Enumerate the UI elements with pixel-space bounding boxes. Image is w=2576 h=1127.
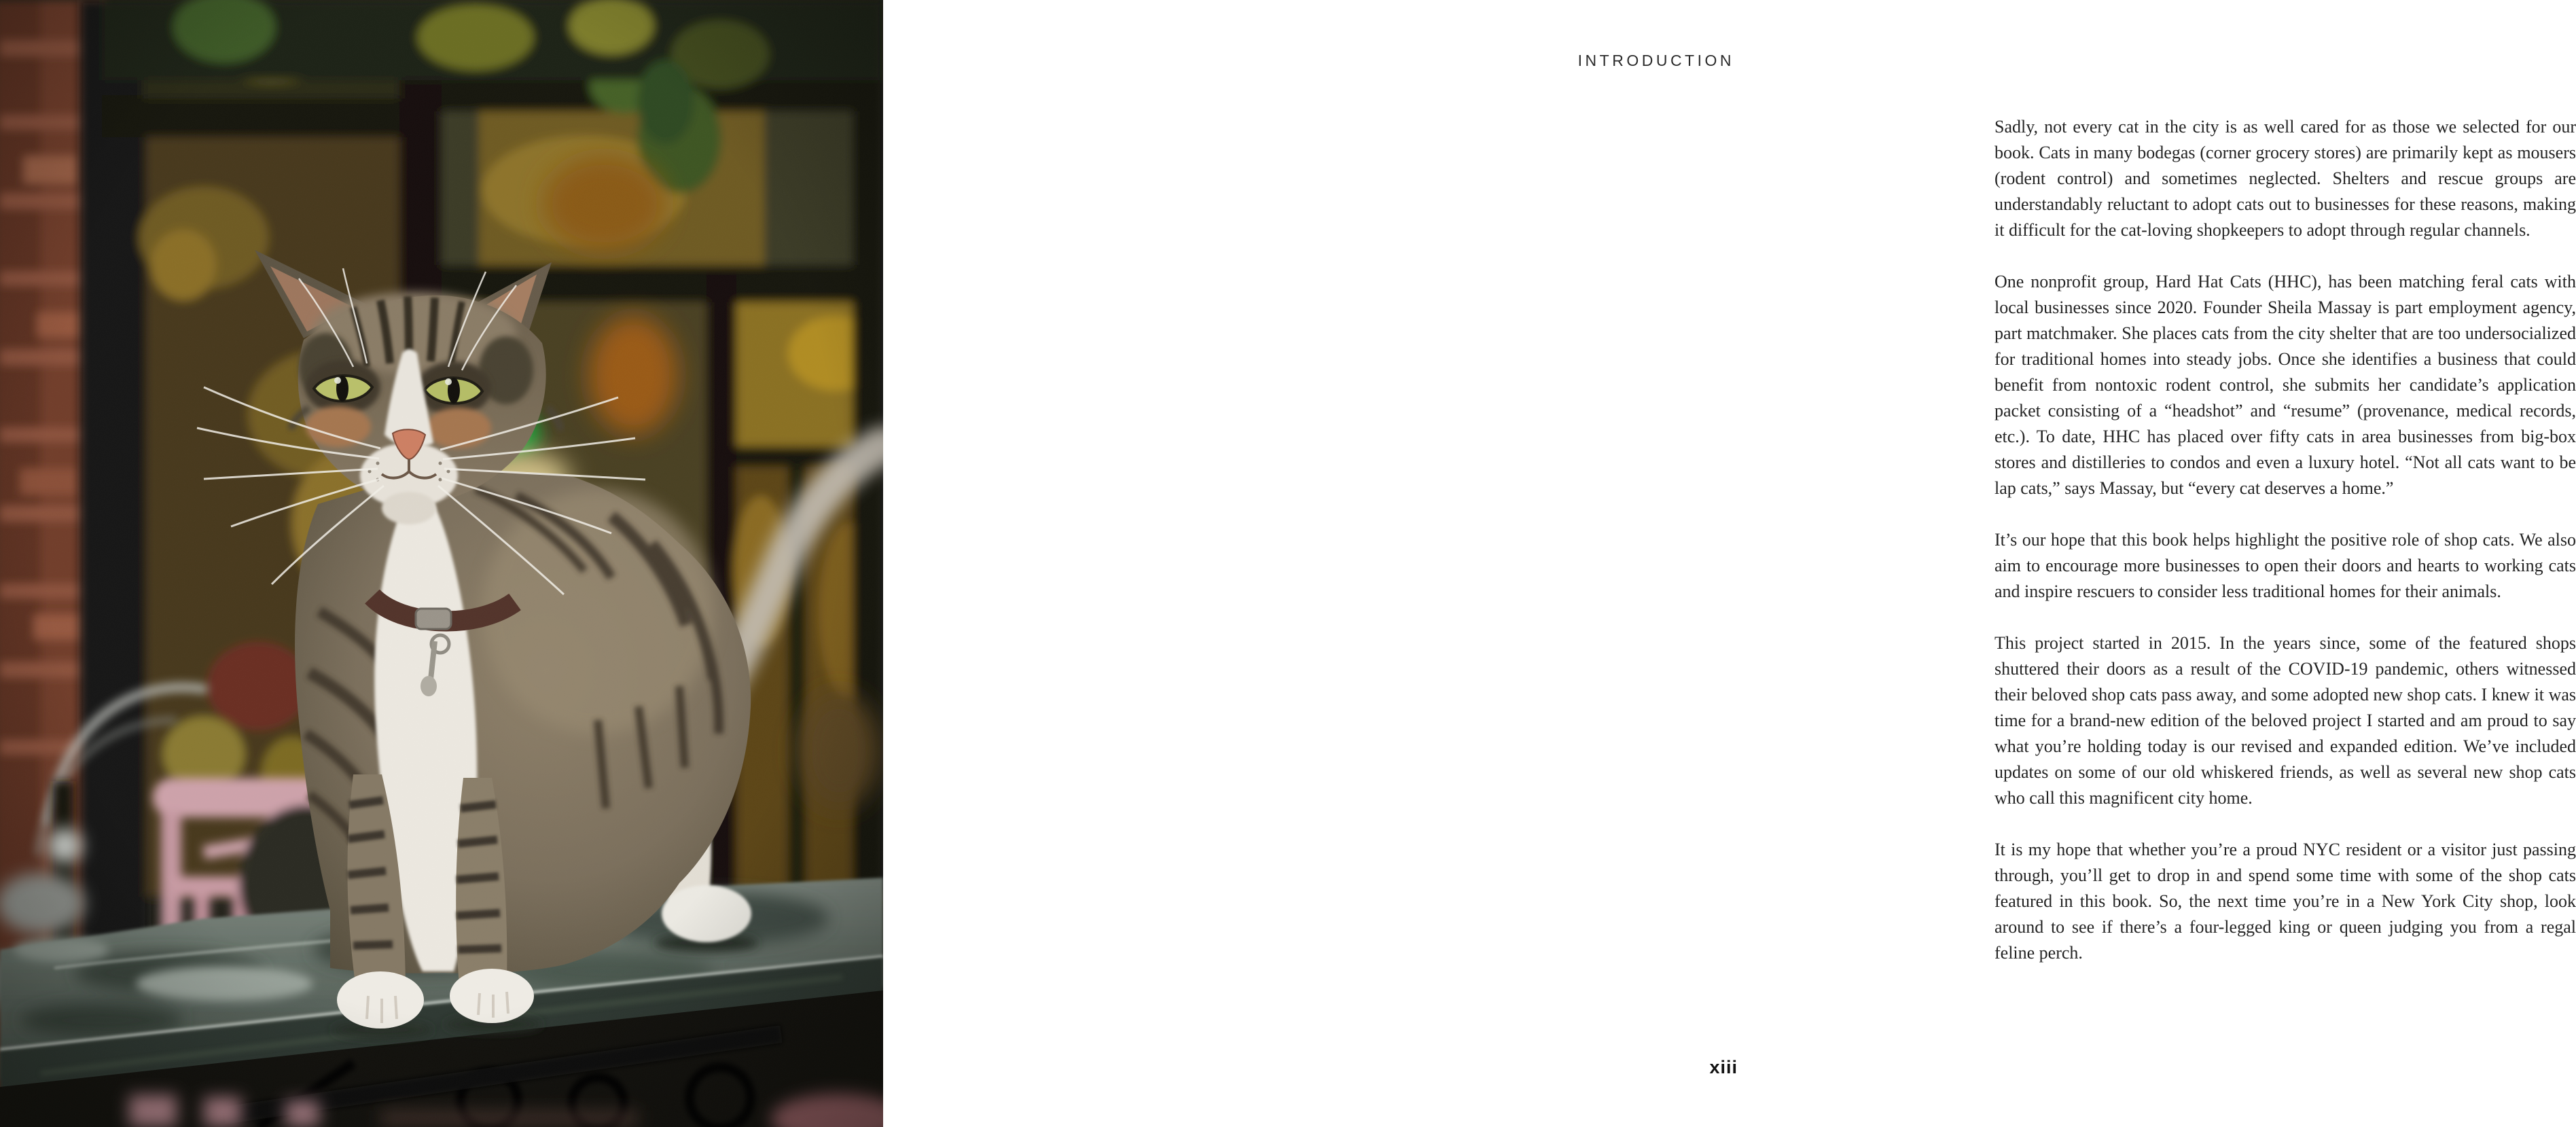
cat-photo xyxy=(0,0,883,1127)
body-paragraph: This project started in 2015. In the years since, some of the featured shops shuttered their doors as a result of the COVID-19 pandemic, others witnessed their beloved shop cats pass away, and some adopted new shop cats. I knew it was time for a brand-new edition of the beloved project I started and am proud to say what you’re holding today is our revised and expanded edition. We’ve included updates on some of our old whiskered friends, as well as several new shop cats who call this magnificent city home. xyxy=(1994,633,2576,808)
body-paragraph: Sadly, not every cat in the city is as well cared for as those we selected for our book. Cats in many bodegas (corner grocery stores) are primarily kept as mousers (rodent control) and sometimes neglected. Shelters and rescue groups are understandably reluctant to adopt cats out to businesses for these reasons, making it difficult for the cat-loving shopkeepers to adopt through regular channels. xyxy=(1994,117,2576,240)
body-paragraph: One nonprofit group, Hard Hat Cats (HHC), has been matching feral cats with local businesses since 2020. Founder Sheila Massay is part employment agency, part matchmaker. She places cats from the city shelter that are too undersocialized for traditional homes into steady jobs. Once she identifies a business that could benefit from nontoxic rodent control, she submits her candidate’s application packet consisting of a “headshot” and “resume” (provenance, medical records, etc.). To date, HHC has placed over fifty cats in area businesses from big-box stores and distilleries to condos and even a luxury hotel. “Not all cats want to be lap cats,” says Massay, but “every cat deserves a home.” xyxy=(1994,272,2576,498)
cat-photo-illustration xyxy=(0,0,883,1127)
text-block xyxy=(1994,114,2576,966)
book-page xyxy=(883,0,2576,1127)
body-paragraph: It is my hope that whether you’re a proud NYC resident or a visitor just passing through, you’ll get to drop in and spend some time with some of the shop cats featured in this book. So, the next time you’re in a New York City shop, look around to see if there’s a four-legged king or queen judging you from a regal feline perch. xyxy=(1994,840,2576,963)
running-head: INTRODUCTION xyxy=(1577,52,1734,69)
body-paragraph: It’s our hope that this book helps highlight the positive role of shop cats. We also aim to encourage more businesses to open their doors and hearts to working cats and inspire rescuers to consider less traditional homes for their animals. xyxy=(1994,530,2576,601)
page-number: xiii xyxy=(1709,1057,1738,1077)
photo-vignette xyxy=(0,0,883,1127)
